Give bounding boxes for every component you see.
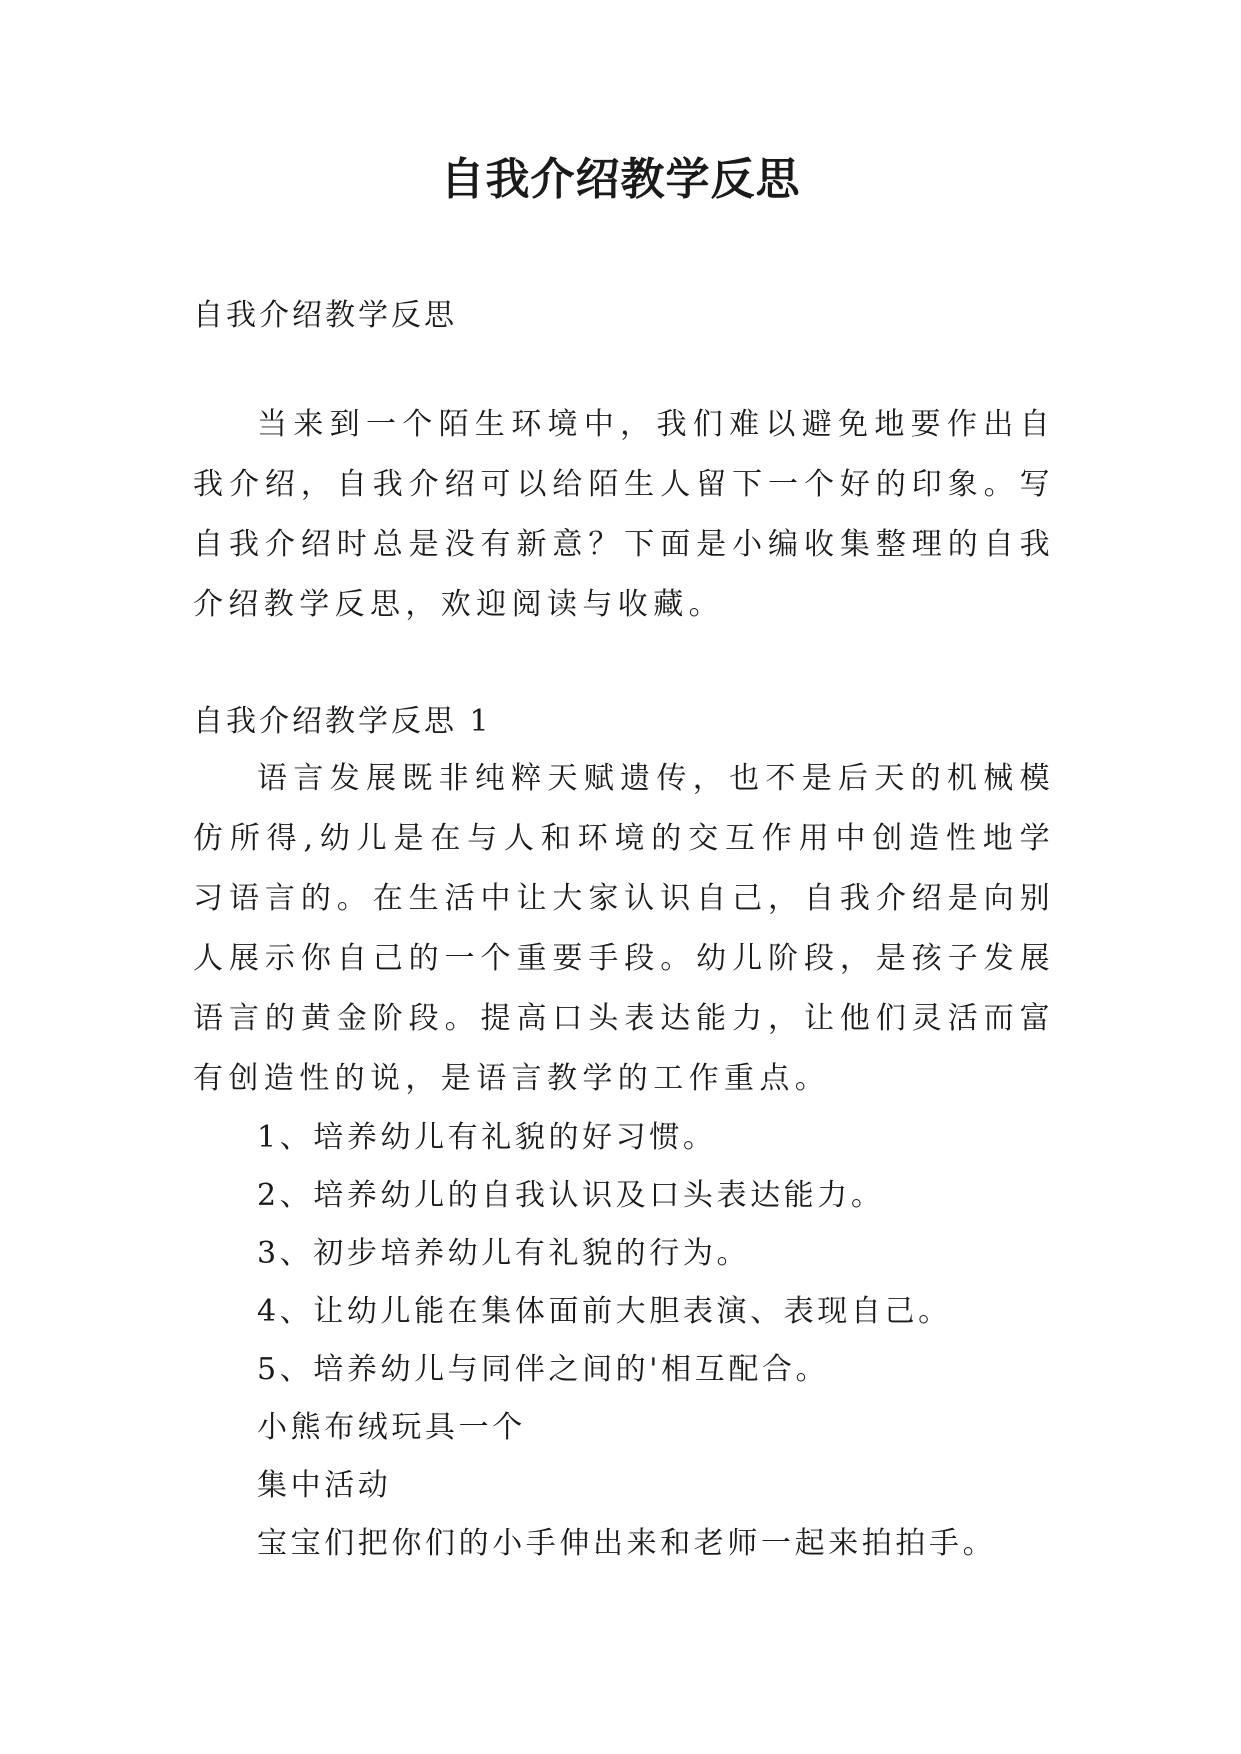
goal-item-1: 1、培养幼儿有礼貌的好习惯。 xyxy=(257,1120,717,1155)
goal-item-5: 5、培养幼儿与同伴之间的'相互配合。 xyxy=(257,1352,830,1387)
goal-item-4: 4、让幼儿能在集体面前大胆表演、表现自己。 xyxy=(257,1294,952,1329)
spacer xyxy=(193,635,1055,691)
section-heading: 自我介绍教学反思 1 xyxy=(193,704,492,739)
document-body xyxy=(193,285,1055,1573)
material-line: 小熊布绒玩具一个 xyxy=(257,1410,526,1445)
document-title: 自我介绍教学反思 xyxy=(440,154,801,205)
goal-item-3: 3、初步培养幼儿有礼貌的行为。 xyxy=(257,1236,751,1271)
activity-line: 宝宝们把你们的小手伸出来和老师一起来拍拍手。 xyxy=(257,1526,997,1561)
section-body-paragraph: 语言发展既非纯粹天赋遗传，也不是后天的机械模仿所得,幼儿是在与人和环境的交互作用中创造性地学习语言的。在生活中让大家认识自己，自我介绍是向别人展示你自己的一个重要手段。幼儿阶段，是孩子发展语言的黄金阶段。提高口头表达能力，让他们灵活而富有创造性的说，是语言教学的工作重点。 xyxy=(193,761,1055,1096)
activity-type-line: 集中活动 xyxy=(257,1468,392,1503)
spacer xyxy=(193,347,1055,395)
goal-item-2: 2、培养幼儿的自我认识及口头表达能力。 xyxy=(257,1178,885,1213)
document-subtitle: 自我介绍教学反思 xyxy=(193,298,457,333)
intro-paragraph: 当来到一个陌生环境中，我们难以避免地要作出自我介绍，自我介绍可以给陌生人留下一个好的印象。写自我介绍时总是没有新意？下面是小编收集整理的自我介绍教学反思，欢迎阅读与收藏。 xyxy=(193,407,1055,622)
